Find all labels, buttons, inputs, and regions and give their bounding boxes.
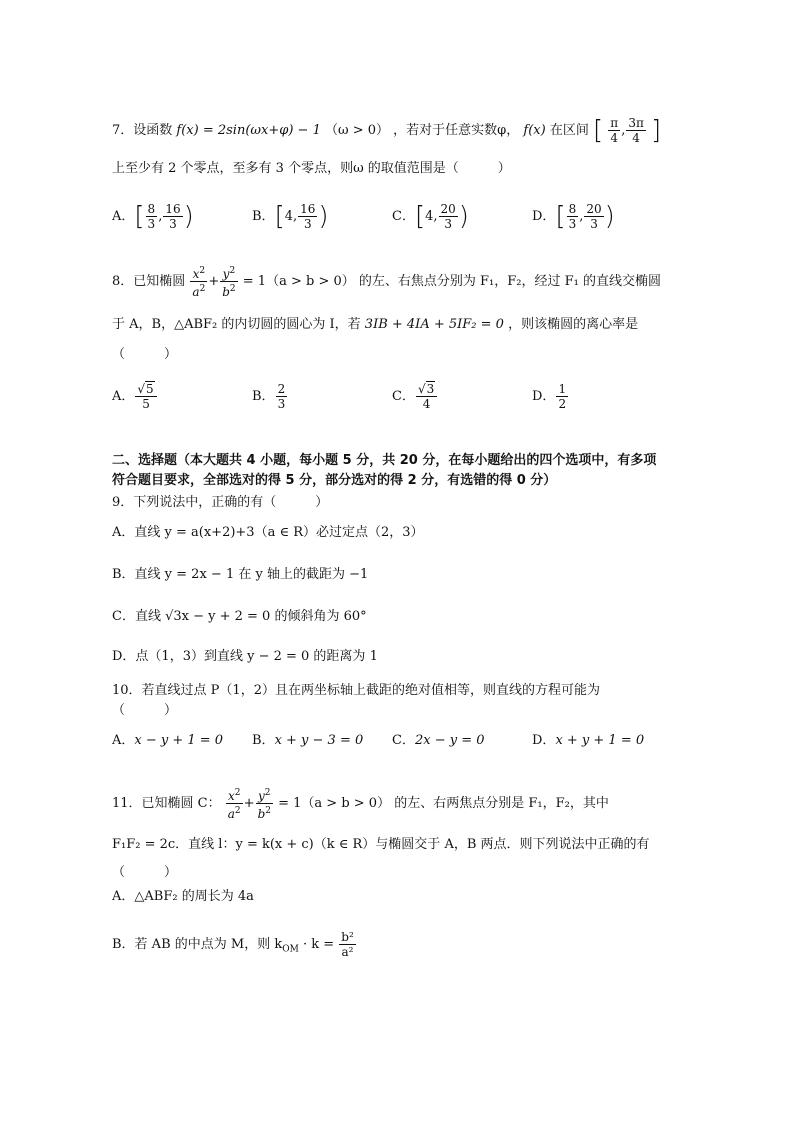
q11-equation-tail: = 1（a > b > 0） [278, 796, 391, 811]
q10-option-c: C．2x − y = 0 [392, 733, 485, 748]
q8-option-a: A． $\frac{√5}{5}$ [112, 382, 158, 411]
q8-option-d: D． $\frac{1}{2}$ [532, 382, 567, 411]
q7-option-a: A．[ $\frac{8}{3}$ , $\frac{16}{3}$ ) [112, 201, 194, 232]
q7-option-c: C．[4, $\frac{20}{3}$ ) [392, 201, 469, 232]
q11-text1: 的左、右两焦点分别是 F₁，F₂，其中 [394, 796, 609, 811]
q8-text1: 的左、右焦点分别为 F₁，F₂，经过 F₁ 的直线交椭圆 [358, 274, 661, 289]
q11-frac-y: $\frac{y^2}{b^2}$ [257, 788, 271, 821]
q9-option-a: A．直线 y = a(x+2)+3（a ∈ R）必过定点（2，3） [112, 525, 424, 540]
q8-line2a: 于 A，B，△ABF₂ 的内切圆的圆心为 I，若 [112, 317, 361, 332]
section2-heading-line2: 符合题目要求，全部选对的得 5 分，部分选对的得 2 分，有选错的得 0 分） [112, 473, 557, 488]
q8-line1: 8．已知椭圆 $\frac{x^2}{a^2}$ + $\frac{y^2}{b^2}$ = 1（a > b > 0） 的左、右焦点分别为 F₁，F₂，经过 F₁ 的直线交椭圆 [112, 266, 661, 299]
q9-option-c: C．直线 √3x − y + 2 = 0 的倾斜角为 60° [112, 609, 367, 624]
section2-heading-line1: 二、选择题（本大题共 4 小题，每小题 5 分，共 20 分，在每小题给出的四个选项中，有多项 [112, 453, 657, 468]
q11-paren: （ ） [112, 865, 178, 880]
q7-interval-upper: $\frac{3\pi}{4}$ [628, 116, 644, 145]
q7-right-bracket: ] [651, 115, 662, 146]
q11-prefix: 11．已知椭圆 C： [112, 796, 221, 811]
q8-line3: （ ） [112, 347, 178, 362]
q9-option-d: D．点（1，3）到直线 y − 2 = 0 的距离为 1 [112, 649, 378, 664]
q11-line1: 11．已知椭圆 C： $\frac{x^2}{a^2}$ + $\frac{y^2}{b^2}$ = 1（a > b > 0） 的左、右两焦点分别是 F₁，F₂，其中 [112, 788, 609, 821]
q10-paren: （ ） [112, 703, 178, 718]
q8-line2b: ，则该椭圆的离心率是 [508, 317, 639, 332]
q9-option-b: B．直线 y = 2x − 1 在 y 轴上的截距为 −1 [112, 567, 369, 582]
q8-equation-tail: = 1（a > b > 0） [242, 274, 355, 289]
q7-option-d: D．[ $\frac{8}{3}$ , $\frac{20}{3}$ ) [532, 201, 615, 232]
q7-left-bracket: [ [593, 115, 604, 146]
q7-condition: （ω > 0） [324, 123, 390, 138]
q8-frac-x: $\frac{x^2}{a^2}$ [192, 266, 206, 299]
q8-vector-equation: 3IB + 4IA + 5IF₂ = 0 [364, 317, 504, 332]
q10-stem: 10．若直线过点 P（1，2）且在两坐标轴上截距的绝对值相等，则直线的方程可能为 [112, 683, 600, 698]
q7-option-b: B．[4, $\frac{16}{3}$ ) [252, 201, 329, 232]
q7-line1: 7．设函数 f(x) = 2sin(ωx+φ) − 1 （ω > 0） ，若对于任意实数φ， f(x) 在区间 [ $\frac{\pi}{4}$ , $\frac{3\pi}{4}$ ] [112, 115, 662, 146]
q7-fx: f(x) [523, 123, 546, 138]
q11-line2: F₁F₂ = 2c．直线 l：y = k(x + c)（k ∈ R）与椭圆交于 A，B 两点．则下列说法中正确的有 [112, 837, 650, 852]
q10-option-a: A．x − y + 1 = 0 [112, 733, 224, 748]
q7-line2: 上至少有 2 个零点，至多有 3 个零点，则ω 的取值范围是（ ） [112, 161, 511, 176]
q8-option-b: B． $\frac{2}{3}$ [252, 382, 286, 411]
q11-b-fraction: $\frac{\text{b²}}{\text{a²}}$ [341, 930, 354, 959]
q7-interval-lower: $\frac{\pi}{4}$ [610, 116, 619, 145]
q7-interval-label: 在区间 [549, 123, 589, 138]
q11-frac-x: $\frac{x^2}{a^2}$ [227, 788, 241, 821]
q9-stem: 9．下列说法中，正确的有（ ） [112, 495, 329, 510]
q7-prefix: 7．设函数 [112, 123, 173, 138]
q7-function: f(x) = 2sin(ωx+φ) − 1 [176, 123, 321, 138]
q8-prefix: 8．已知椭圆 [112, 274, 186, 289]
q8-option-c: C． $\frac{√3}{4}$ [392, 382, 438, 411]
q8-line2 [112, 316, 638, 334]
q10-option-b: B．x + y − 3 = 0 [252, 733, 364, 748]
q11-option-b: B．若 AB 的中点为 M，则 $k_{OM} \cdot k$ = $\frac{\text{b²}}{\text{a²}}$ [112, 930, 354, 959]
q7-middle-text: ，若对于任意实数φ， [393, 123, 520, 138]
q10-option-d: D．x + y + 1 = 0 [532, 733, 645, 748]
q11-option-a: A．△ABF₂ 的周长为 4a [112, 889, 254, 904]
q8-frac-y: $\frac{y^2}{b^2}$ [222, 266, 236, 299]
